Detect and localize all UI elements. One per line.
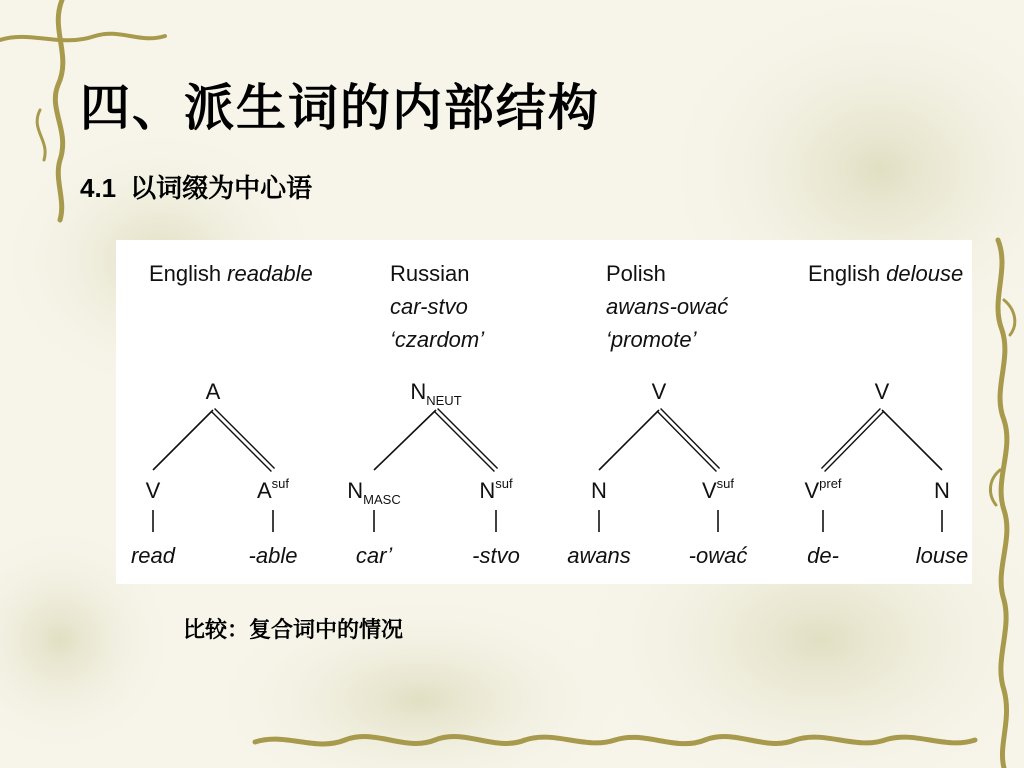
section-heading (80, 168, 312, 205)
tree-3-right-node-superscript: suf (716, 476, 735, 491)
tree-2-right-branch (434, 408, 497, 471)
tree-1-right-branch (211, 408, 274, 471)
tree-4-left-branch-stroke-a (821, 408, 880, 468)
tree-2-root-node-subscript: NEUT (426, 393, 462, 408)
tree-4-left-branch-stroke-b (825, 412, 884, 472)
tree-1-word: readable (227, 261, 313, 286)
derivation-trees (116, 240, 972, 584)
tree-3-header-line: awans-ować (606, 294, 729, 319)
tree-4-left-node-superscript: pref (819, 476, 842, 491)
tree-4-right-branch (882, 410, 942, 470)
tree-3-left-node (591, 478, 607, 503)
tree-4-left-node (804, 476, 841, 503)
slide-title: 四、派生词的内部结构 (80, 79, 600, 137)
tree-4-right-node-category: N (934, 478, 950, 503)
tree-3-language: Polish (606, 261, 666, 286)
derivation-tree-figure (116, 240, 972, 584)
tree-4-root-node-category: V (874, 379, 890, 404)
tree-1-right-node (257, 476, 289, 503)
tree-3-right-morpheme: -ować (688, 543, 748, 568)
tree-2-right-node (479, 476, 513, 503)
tree-4-left-morpheme: de- (807, 543, 839, 568)
tree-1-left-node (146, 478, 161, 503)
tree-2-header-language (390, 261, 469, 286)
section-number: 4.1 (80, 173, 117, 203)
tree-3-header-language (606, 261, 666, 286)
tree-4-left-node-category: V (804, 478, 820, 503)
tree-4-right-morpheme: louse (915, 543, 969, 568)
tree-3-right-node-category: V (701, 478, 717, 503)
tree-3-root-node (652, 379, 667, 404)
tree-2-right-branch-stroke-a (434, 412, 494, 472)
tree-3-left-node-category: N (591, 478, 607, 503)
tree-1-left-branch (153, 410, 213, 470)
tree-2-header-line: ‘czardom’ (390, 327, 485, 352)
tree-1-left-node-category: V (145, 478, 161, 503)
tree-3-root-node-category: V (651, 379, 667, 404)
tree-2-left-morpheme: car’ (355, 543, 393, 568)
tree-1-root-node (206, 379, 221, 404)
tree-3-header-line: ‘promote’ (606, 327, 697, 352)
tree-4-header-language (808, 261, 963, 286)
tree-3-right-branch-stroke-b (661, 408, 720, 468)
tree-2-root-node (410, 379, 461, 408)
section-title: 以词缀为中心语 (130, 174, 313, 204)
tree-1-right-node-superscript: suf (271, 476, 290, 491)
tree-3-right-branch-stroke-a (657, 412, 716, 472)
comparison-note: 比较：复合词中的情况 (183, 618, 404, 643)
tree-1-header-language (149, 261, 313, 286)
tree-3-left-morpheme: awans (567, 543, 631, 568)
tree-2-root-node-category: N (410, 379, 427, 404)
tree-1-right-branch-stroke-b (215, 408, 275, 468)
tree-4-left-branch (821, 408, 883, 471)
tree-3-left-branch (599, 410, 659, 470)
tree-4-word: delouse (886, 261, 964, 286)
tree-4-right-node (934, 478, 950, 503)
tree-4-root-node (875, 379, 890, 404)
tree-2-left-node-subscript: MASC (363, 492, 401, 507)
tree-3-right-node (702, 476, 734, 503)
tree-2-header-line: car-stvo (390, 294, 468, 319)
tree-2-right-branch-stroke-b (438, 408, 498, 468)
tree-2-right-morpheme: -stvo (472, 543, 520, 568)
tree-1-right-node-category: A (256, 478, 272, 503)
tree-2-right-node-category: N (479, 478, 496, 503)
tree-2-language: Russian (390, 261, 470, 286)
tree-1-left-morpheme: read (130, 543, 176, 568)
tree-1-right-morpheme: -able (248, 543, 298, 568)
tree-2-left-branch (374, 410, 436, 470)
tree-3-right-branch (657, 408, 719, 471)
tree-2-right-node-superscript: suf (495, 476, 513, 491)
tree-2-left-node-category: N (347, 478, 364, 503)
tree-1-root-node-category: A (205, 379, 221, 404)
tree-2-left-node (347, 478, 400, 507)
tree-4-language: English (808, 261, 881, 286)
tree-1-right-branch-stroke-a (211, 412, 271, 472)
tree-1-language: English (149, 261, 222, 286)
